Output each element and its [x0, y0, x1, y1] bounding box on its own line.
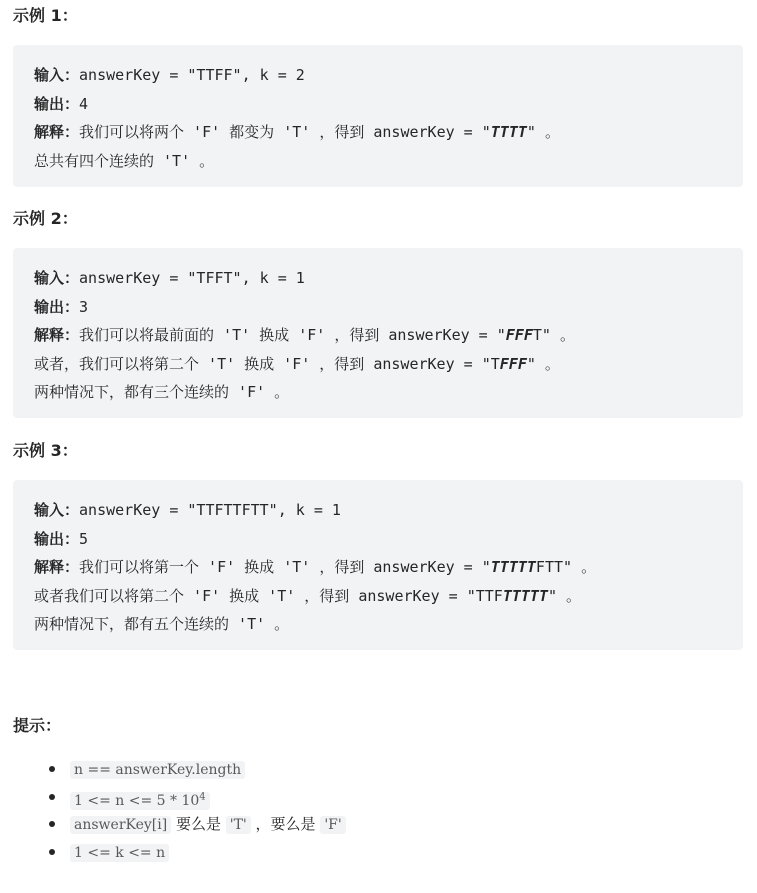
- extra-pre: 总共有四个连续的 'T' 。: [34, 151, 215, 170]
- hint-code-base: 1 <= n <= 5 * 10: [74, 793, 200, 810]
- hint-text: 要么是: [171, 815, 226, 833]
- output-text: 4: [79, 94, 89, 113]
- output-label: 输出：: [34, 297, 80, 316]
- output-text: 3: [79, 297, 89, 316]
- hints-list: [13, 756, 346, 866]
- explanation-extra-line: [34, 582, 743, 611]
- example-3-block: [13, 480, 743, 650]
- hint-text: ，要么是: [250, 815, 321, 833]
- example-2-block: [13, 248, 743, 418]
- explanation-highlight: TTTTT: [490, 558, 536, 576]
- hint-code: n == answerKey.length: [70, 761, 245, 779]
- hint-item: [13, 784, 346, 812]
- extra-highlight: FFF: [499, 354, 527, 373]
- input-text: answerKey = "TTFTTFTT", k = 1: [79, 501, 341, 519]
- bullet-icon: [49, 794, 55, 800]
- hint-code: 'F': [320, 816, 345, 834]
- input-text: answerKey = "TFFT", k = 1: [79, 269, 305, 287]
- explanation-post: " 。: [563, 558, 597, 576]
- extra-pre: 或者我们可以将第二个 'F' 换成 'T' ，得到 answerKey = "TTF: [34, 586, 503, 605]
- extra-highlight: TTTTT: [502, 586, 548, 605]
- output-line: [34, 525, 743, 554]
- example-2-heading: 示例 2：: [13, 209, 78, 228]
- input-line: [34, 61, 743, 90]
- hint-code: 'T': [226, 816, 251, 834]
- hint-item: [13, 811, 346, 839]
- input-label: 输入：: [34, 501, 80, 519]
- hint-code: answerKey[i]: [70, 816, 171, 834]
- input-label: 输入：: [34, 269, 80, 287]
- explanation-highlight: TTTT: [490, 123, 527, 141]
- explanation-label: 解释：: [34, 326, 80, 344]
- explanation-pre: 我们可以将第一个 'F' 换成 'T' ，得到 answerKey = ": [79, 558, 491, 576]
- hint-code-exponent: 4: [199, 791, 206, 803]
- bullet-icon: [49, 849, 55, 855]
- explanation-extra-line: [34, 147, 743, 176]
- extra-pre: 两种情况下，都有三个连续的 'F' 。: [34, 383, 290, 401]
- explanation-pre: 我们可以将最前面的 'T' 换成 'F' ，得到 answerKey = ": [79, 326, 506, 344]
- explanation-line: [34, 553, 743, 582]
- explanation-extra-line: [34, 350, 743, 379]
- explanation-line: [34, 118, 743, 147]
- extra-pre: 两种情况下，都有五个连续的 'T' 。: [34, 615, 290, 633]
- example-1-block: [13, 45, 743, 187]
- explanation-highlight: FFF: [505, 326, 533, 344]
- bullet-icon: [49, 821, 55, 827]
- extra-post: " 。: [526, 354, 560, 373]
- hint-item: [13, 839, 346, 867]
- output-line: [34, 293, 743, 322]
- explanation-extra-line: [34, 610, 743, 639]
- output-label: 输出：: [34, 94, 80, 113]
- hint-item: [13, 756, 346, 784]
- explanation-extra-line: [34, 378, 743, 407]
- hint-code: [70, 792, 210, 810]
- extra-pre: 或者，我们可以将第二个 'T' 换成 'F' ，得到 answerKey = "T: [34, 354, 500, 373]
- input-line: [34, 496, 743, 525]
- explanation-label: 解释：: [34, 558, 80, 576]
- hint-code: 1 <= k <= n: [70, 844, 169, 862]
- example-1-heading: 示例 1：: [13, 6, 78, 25]
- output-line: [34, 90, 743, 119]
- explanation-post: " 。: [526, 123, 560, 141]
- hints-heading: 提示：: [13, 716, 62, 735]
- output-text: 5: [79, 529, 89, 548]
- extra-post: " 。: [548, 586, 582, 605]
- explanation-after: FTT: [535, 558, 564, 576]
- example-3-heading: 示例 3：: [13, 441, 78, 460]
- bullet-icon: [49, 766, 55, 772]
- explanation-after: T: [532, 326, 542, 344]
- output-label: 输出：: [34, 529, 80, 548]
- input-line: [34, 264, 743, 293]
- explanation-pre: 我们可以将两个 'F' 都变为 'T' ，得到 answerKey = ": [79, 123, 491, 141]
- explanation-line: [34, 321, 743, 350]
- input-text: answerKey = "TTFF", k = 2: [79, 66, 305, 84]
- input-label: 输入：: [34, 66, 80, 84]
- explanation-label: 解释：: [34, 123, 80, 141]
- explanation-post: " 。: [541, 326, 575, 344]
